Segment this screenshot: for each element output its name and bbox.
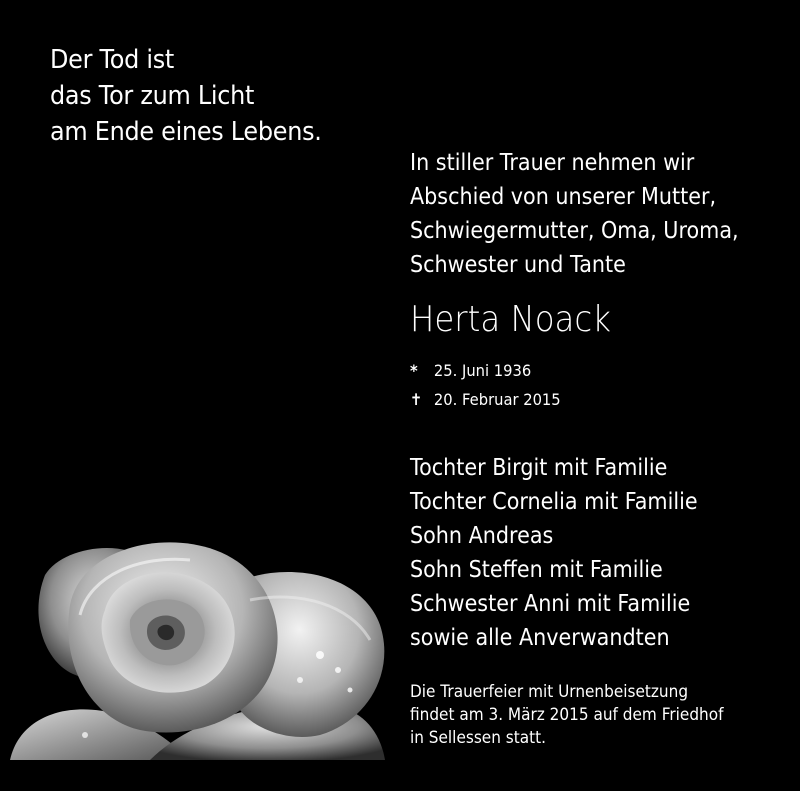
- birth-star-icon: *: [410, 361, 418, 380]
- birth-row: [410, 356, 561, 385]
- intro-line: In stiller Trauer nehmen wir: [410, 150, 695, 176]
- quote-line: am Ende eines Lebens.: [50, 117, 322, 147]
- intro-line: Schwester und Tante: [410, 252, 626, 278]
- rose-icon: [0, 530, 390, 760]
- death-row: [410, 385, 561, 414]
- birth-date: 25. Juni 1936: [433, 361, 532, 380]
- quote-line: Der Tod ist: [50, 45, 174, 75]
- life-dates: [410, 356, 561, 414]
- ceremony-line: findet am 3. März 2015 auf dem Friedhof: [410, 705, 724, 725]
- ceremony-line: in Sellessen statt.: [410, 728, 546, 748]
- mourner-line: sowie alle Anverwandten: [410, 625, 670, 651]
- intro-line: Schwiegermutter, Oma, Uroma,: [410, 218, 739, 244]
- mourner-line: Tochter Birgit mit Familie: [410, 455, 668, 481]
- mourner-line: Schwester Anni mit Familie: [410, 591, 691, 617]
- ceremony-info: [410, 681, 724, 750]
- mourner-line: Sohn Steffen mit Familie: [410, 557, 663, 583]
- quote: [50, 42, 322, 150]
- mourner-line: Sohn Andreas: [410, 523, 554, 549]
- intro-text: [410, 146, 739, 282]
- cross-icon: ✝: [410, 390, 423, 409]
- quote-line: das Tor zum Licht: [50, 81, 255, 111]
- death-date: 20. Februar 2015: [433, 390, 561, 409]
- mourner-line: Tochter Cornelia mit Familie: [410, 489, 698, 515]
- intro-line: Abschied von unserer Mutter,: [410, 184, 717, 210]
- mourners-list: [410, 451, 698, 655]
- ceremony-line: Die Trauerfeier mit Urnenbeisetzung: [410, 682, 689, 702]
- deceased-name: Herta Noack: [410, 299, 611, 340]
